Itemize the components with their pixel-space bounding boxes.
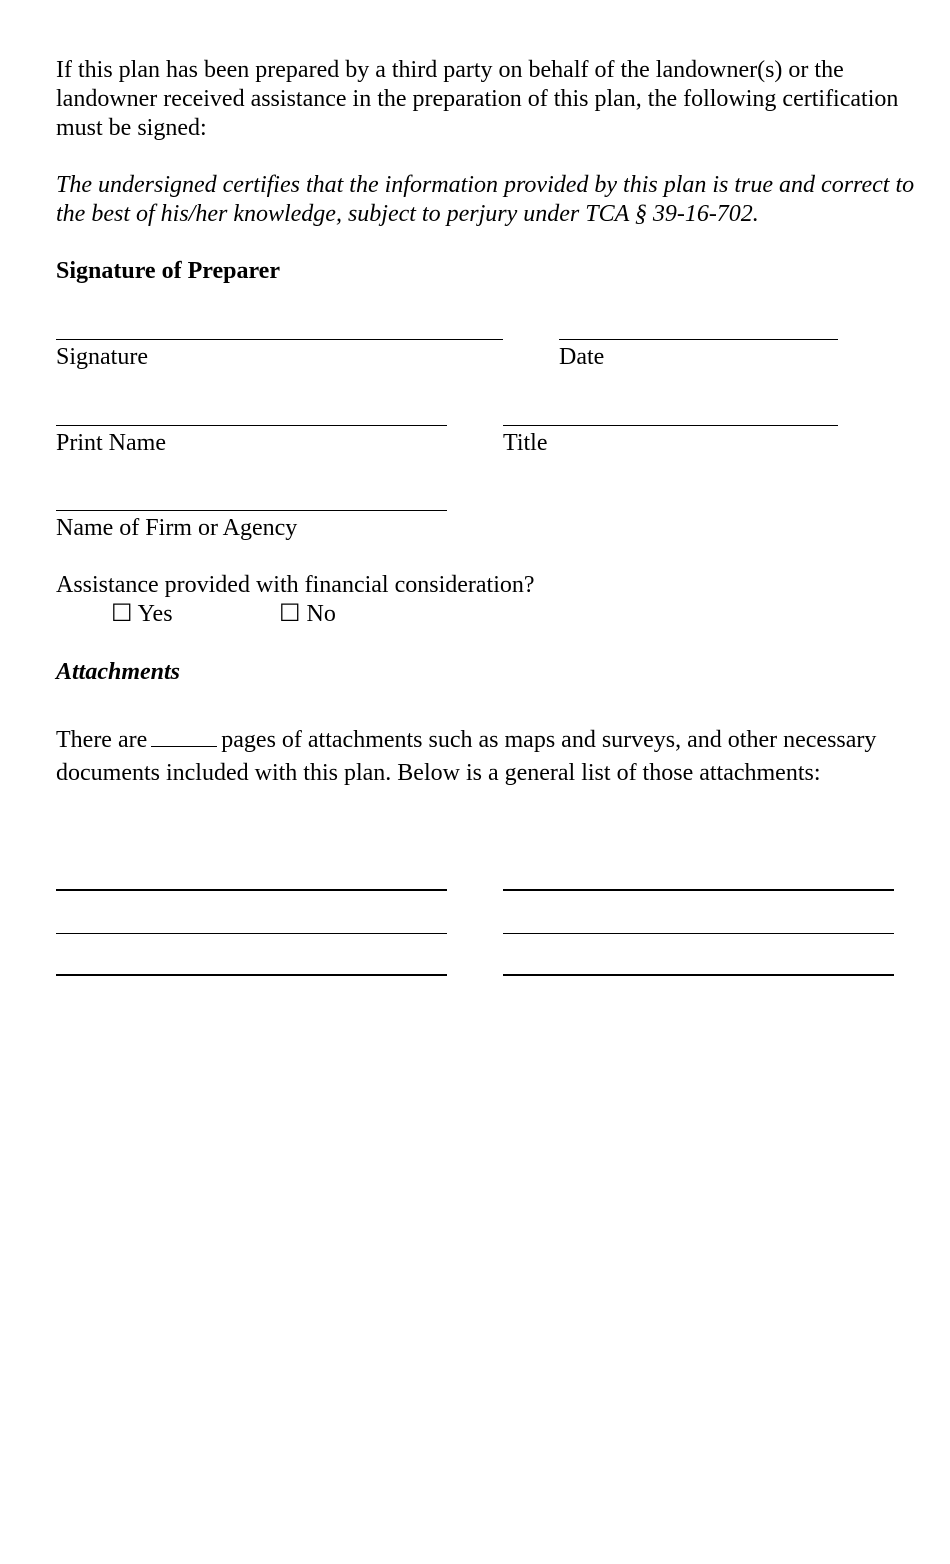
- date-label: Date: [559, 344, 605, 370]
- signature-line[interactable]: [56, 339, 503, 340]
- attachments-heading: Attachments: [56, 659, 181, 685]
- certification-statement: The undersigned certifies that the information provided by this plan is true and correct to the best of his/her knowledge, subject to perjury under TCA § 39-16-702.: [56, 172, 915, 227]
- attachment-line[interactable]: [503, 889, 894, 891]
- firm-line[interactable]: [56, 510, 447, 511]
- attachment-line[interactable]: [56, 974, 447, 976]
- attachments-text-before: There are: [56, 727, 148, 753]
- title-label: Title: [503, 430, 548, 456]
- pages-count-blank[interactable]: [151, 724, 217, 747]
- print-name-line[interactable]: [56, 425, 447, 426]
- signature-of-preparer-heading: Signature of Preparer: [56, 258, 280, 284]
- assistance-question: Assistance provided with financial consideration?: [56, 572, 535, 598]
- no-label: No: [306, 601, 336, 627]
- print-name-label: Print Name: [56, 430, 166, 456]
- yes-checkbox[interactable]: ☐: [111, 601, 133, 627]
- no-option[interactable]: [279, 600, 336, 629]
- no-checkbox[interactable]: ☐: [279, 601, 301, 627]
- date-line[interactable]: [559, 339, 838, 340]
- attachment-line[interactable]: [503, 933, 894, 934]
- yes-label: Yes: [137, 601, 173, 627]
- intro-paragraph: If this plan has been prepared by a third party on behalf of the landowner(s) or the landowner received assistance in the preparation of this plan, the following certification must be signed:: [56, 57, 899, 141]
- attachment-line[interactable]: [503, 974, 894, 976]
- attachment-line[interactable]: [56, 933, 447, 934]
- attachment-line[interactable]: [56, 889, 447, 891]
- attachments-text-after: pages of attachments such as maps and surveys, and other necessary documents included with this plan. Below is a general list of those attachments:: [56, 727, 877, 786]
- signature-label: Signature: [56, 344, 148, 370]
- attachments-paragraph: [56, 724, 916, 790]
- title-line[interactable]: [503, 425, 838, 426]
- yes-option[interactable]: [111, 600, 173, 629]
- firm-label: Name of Firm or Agency: [56, 515, 298, 541]
